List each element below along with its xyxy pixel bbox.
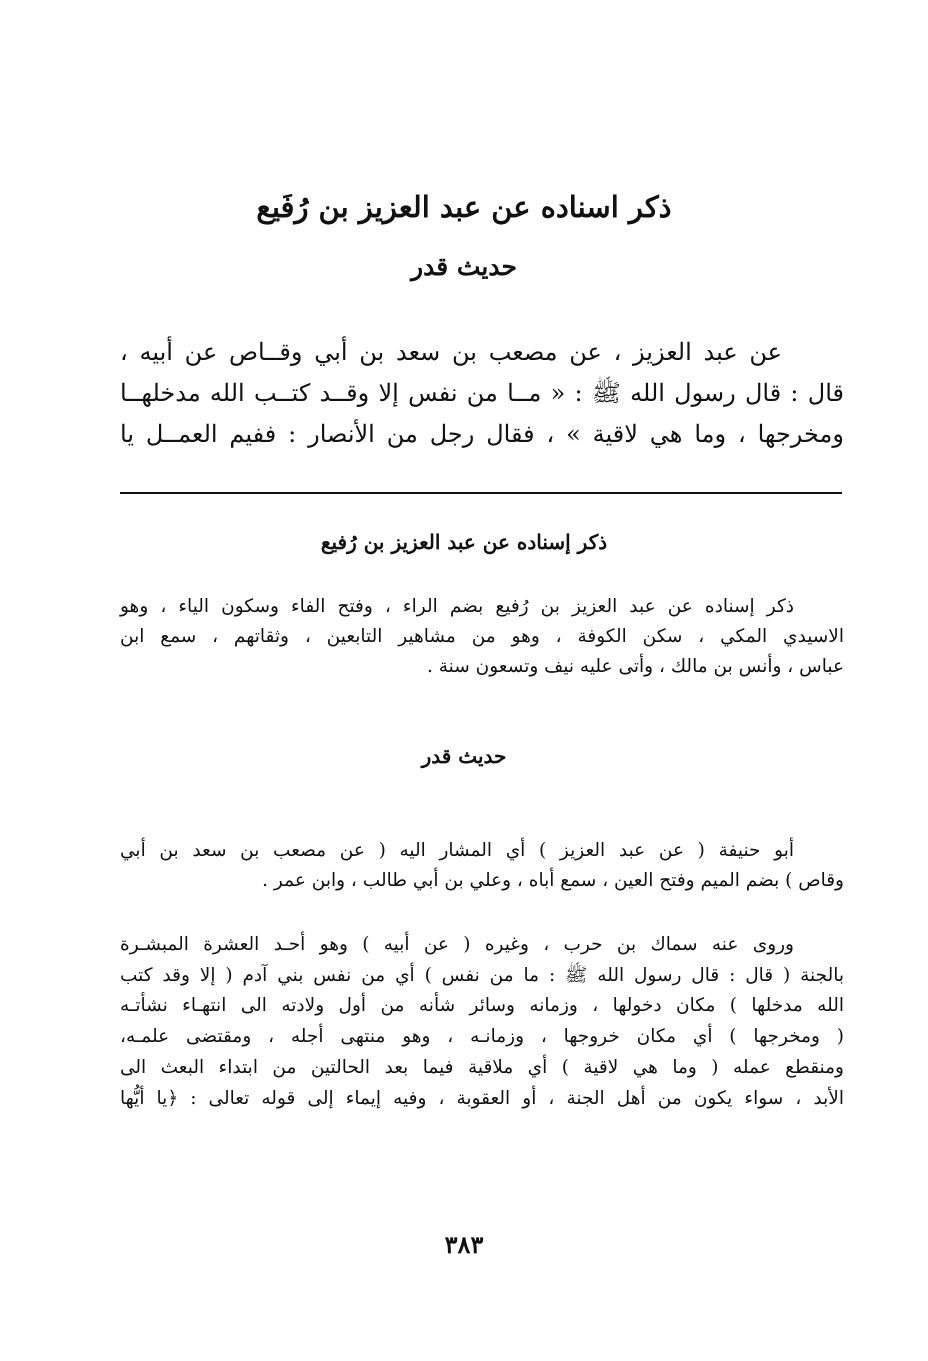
commentary-paragraph-2 xyxy=(120,836,844,896)
commentary-title: ذكر إسناده عن عبد العزيز بن رُفيع xyxy=(320,530,608,554)
main-text-line: ومخرجها ، وما هي لاقية » ، فقال رجل من الأنصار : ففيم العمــل يا xyxy=(120,420,844,448)
commentary-paragraph-1 xyxy=(120,592,844,682)
commentary-subtitle: حديث قدر xyxy=(421,744,507,768)
main-subtitle: حديث قدر xyxy=(411,252,517,281)
commentary-line: ( ومخرجها ) أي مكان خروجها ، وزمانـه ، وهو منتهى أجله ، ومقتضى علمـه، xyxy=(120,1026,844,1048)
footnote-divider xyxy=(120,492,842,494)
commentary-line: ذكر إسناده عن عبد العزيز بن رُفيع بضم الراء ، وفتح الفاء وسكون الياء ، وهو xyxy=(120,596,794,617)
commentary-line: بالجنة ( قال : قال رسول الله ﷺ : ما من نفس ) أي من نفس بني آدم ( إلا وقد كتب xyxy=(120,964,844,986)
page-number: ٣٨٣ xyxy=(444,1230,484,1259)
commentary-paragraph-3 xyxy=(120,930,844,1114)
commentary-line: وقاص ) بضم الميم وفتح العين ، سمع أباه ، وعلي بن أبي طالب ، وابن عمر . xyxy=(262,870,844,891)
main-text-line: قال : قال رسول الله ﷺ : « مــا من نفس إلا وقــد كتــب الله مدخلهــا xyxy=(120,379,844,407)
main-title: ذكر اسناده عن عبد العزيز بن رُفَيع xyxy=(256,190,672,224)
commentary-line: الأبد ، سواء يكون من أهل الجنة ، أو العقوبة ، وفيه إيماء إلى قوله تعالى : ﴿يا أيُّها xyxy=(120,1087,844,1109)
commentary-line: الاسيدي المكي ، سكن الكوفة ، وهو من مشاهير التابعين ، وثقاتهم ، سمع ابن xyxy=(120,626,844,647)
main-text-line: عن عبد العزيز ، عن مصعب بن سعد بن أبي وقــاص عن أبيه ، xyxy=(120,338,782,366)
commentary-line: وروى عنه سماك بن حرب ، وغيره ( عن أبيه ) وهو أحـد العشرة المبشـرة xyxy=(120,934,794,955)
main-text xyxy=(120,332,844,455)
commentary-line: ومنقطع عمله ( وما هي لاقية ) أي ملاقية فيما بعد الحالتين من ابتداء البعث الى xyxy=(120,1056,844,1078)
commentary-line: عباس ، وأنس بن مالك ، وأتى عليه نيف وتسعون سنة . xyxy=(426,656,844,677)
commentary-line: أبو حنيفة ( عن عبد العزيز ) أي المشار اليه ( عن مصعب بن سعد بن أبي xyxy=(120,840,794,861)
commentary-line: الله مدخلها ) مكان دخولها ، وزمانه وسائر شأنه من أول ولادته الى انتهـاء نشأتـه xyxy=(120,995,844,1017)
